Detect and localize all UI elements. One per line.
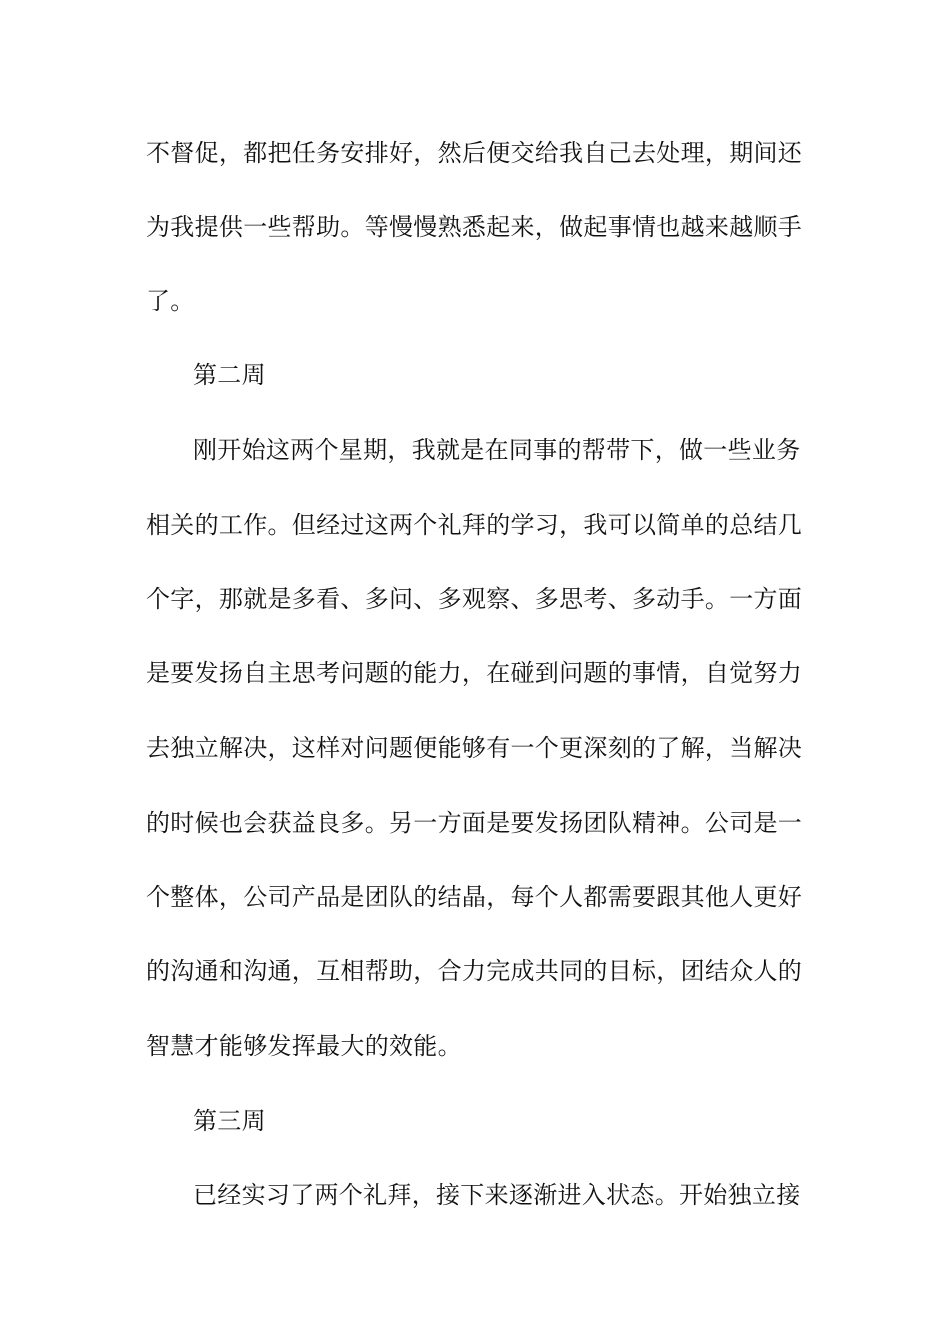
paragraph-line: 的时候也会获益良多。另一方面是要发扬团队精神。公司是一 (146, 809, 803, 837)
paragraph-line: 去独立解决，这样对问题便能够有一个更深刻的了解，当解决 (146, 734, 803, 762)
paragraph-line: 智慧才能够发挥最大的效能。 (146, 1032, 462, 1060)
paragraph-line: 是要发扬自主思考问题的能力，在碰到问题的事情，自觉努力 (146, 659, 803, 687)
paragraph-line: 刚开始这两个星期，我就是在同事的帮带下，做一些业务 (193, 436, 801, 464)
paragraph-line: 个整体，公司产品是团队的结晶，每个人都需要跟其他人更好 (146, 883, 803, 911)
paragraph-line: 为我提供一些帮助。等慢慢熟悉起来，做起事情也越来越顺手 (146, 213, 803, 241)
paragraph-line: 了。 (146, 287, 195, 315)
section-heading: 第二周 (193, 361, 266, 389)
paragraph-line: 已经实习了两个礼拜，接下来逐渐进入状态。开始独立接 (193, 1181, 801, 1209)
paragraph-line: 个字，那就是多看、多问、多观察、多思考、多动手。一方面 (146, 585, 803, 613)
paragraph-line: 的沟通和沟通，互相帮助，合力完成共同的目标，团结众人的 (146, 957, 803, 985)
paragraph-line: 不督促，都把任务安排好，然后便交给我自己去处理，期间还 (146, 139, 803, 167)
paragraph-line: 相关的工作。但经过这两个礼拜的学习，我可以简单的总结几 (146, 511, 803, 539)
section-heading: 第三周 (193, 1107, 266, 1135)
